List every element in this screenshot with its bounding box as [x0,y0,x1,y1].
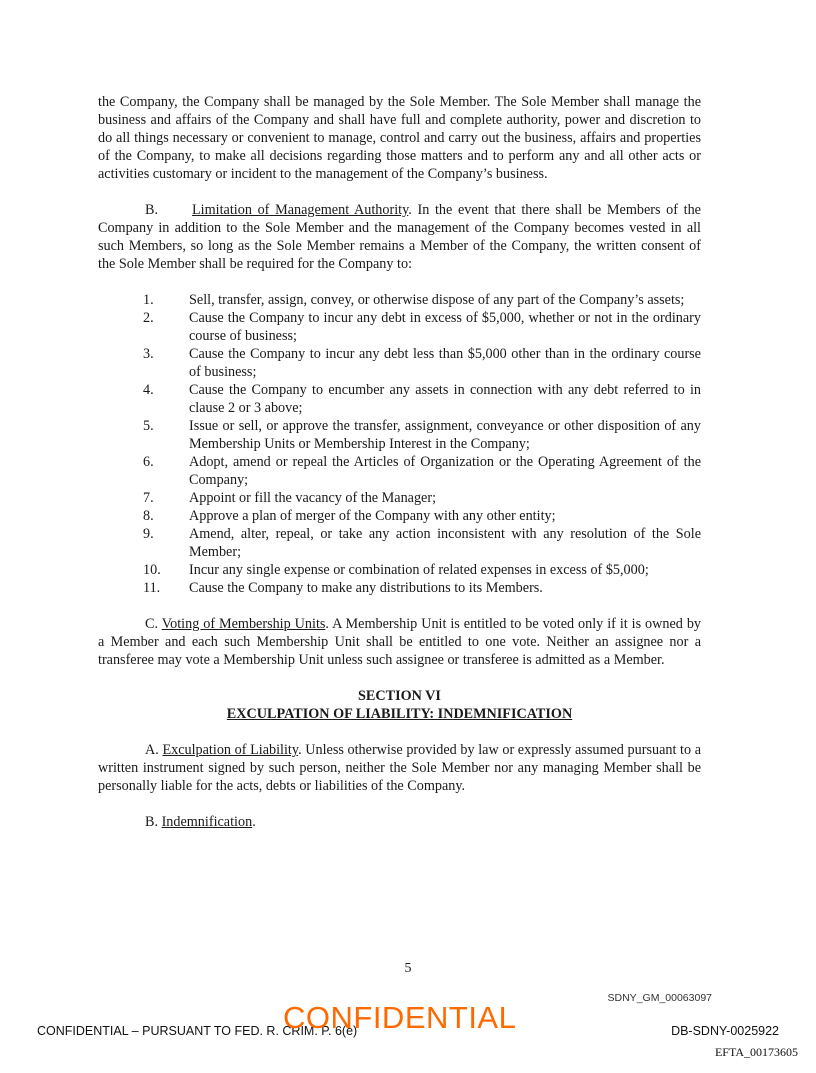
confidential-notice: CONFIDENTIAL – PURSUANT TO FED. R. CRIM. P. 6(e) [37,1024,358,1038]
section-title: EXCULPATION OF LIABILITY: INDEMNIFICATION [226,706,573,722]
list-item: 7. Appoint or fill the vacancy of the Manager; [143,490,437,506]
list-item: 5. Issue or sell, or approve the transfer, assignment, conveyance or other disposition of any Membership Units or Membership Interest in the Company; [143,418,701,452]
exculpation-text: . Unless otherwise provided by law or expressly assumed pursuant to a written instrument signed by such person, neither the Sole Member nor any managing Member shall be personally liable for the acts, debts or liabilities of the Company. [98,742,702,794]
indemnification-tail: . [252,814,256,830]
restricted-actions-list [98,291,701,597]
bates-number-right: DB-SDNY-0025922 [671,1024,779,1038]
list-item: 6. Adopt, amend or repeal the Articles of Organization or the Operating Agreement of the Company; [143,454,701,488]
list-item: 3. Cause the Company to incur any debt less than $5,000 other than in the ordinary course of business; [143,346,701,380]
paragraph-management: the Company, the Company shall be managed by the Sole Member. The Sole Member shall manage the business and affairs of the Company and shall have full and complete authority, power and discretion to do all things necessary or convenient to manage, control and carry out the business, affairs and properties of the Company, to make all decisions regarding those matters and to perform any and all other acts or activities customary or incident to the management of the Company’s business. [98,94,701,182]
list-item: 9. Amend, alter, repeal, or take any action inconsistent with any resolution of the Sole Member; [143,526,701,560]
confidential-stamp: CONFIDENTIAL [283,1000,517,1035]
list-item: 11. Cause the Company to make any distributions to its Members. [143,580,543,596]
paragraph-indemnification [98,813,701,831]
efta-number: EFTA_00173605 [714,1045,798,1059]
page-number: 5 [404,961,412,976]
limitation-text: . In the event that there shall be Members of the Company in addition to the Sole Member and the management of the Company becomes vested in all such Members, so long as the Sole Member remains a Member of the Company, the written consent of the Sole Member shall be required for the Company to: [98,202,701,272]
limitation-label: B. [145,202,159,218]
voting-text: . A Membership Unit is entitled to be voted only if it is owned by a Member and each such Membership Unit shall be entitled to one vote. Neither an assignee nor a transferee may vote a Membership Unit unless such assignee or transferee is admitted as a Member. [98,616,702,668]
voting-label: C. [145,616,159,632]
exculpation-heading: Exculpation of Liability [162,742,299,758]
paragraph-exculpation [98,741,701,795]
indemnification-heading: Indemnification [161,814,253,830]
voting-heading: Voting of Membership Units [161,616,326,632]
section-number: SECTION VI [358,688,441,704]
list-item: 1. Sell, transfer, assign, convey, or otherwise dispose of any part of the Company’s assets; [143,292,685,308]
list-item: 2. Cause the Company to incur any debt in excess of $5,000, whether or not in the ordinary course of business; [143,310,701,344]
document-body [98,93,701,831]
limitation-heading: Limitation of Management Authority [192,202,409,218]
list-item: 10. Incur any single expense or combination of related expenses in excess of $5,000; [143,562,649,578]
paragraph-voting [98,615,701,669]
bates-number-top: SDNY_GM_00063097 [607,992,712,1004]
list-item: 8. Approve a plan of merger of the Company with any other entity; [143,508,556,524]
indemnification-label: B. [145,814,159,830]
paragraph-limitation [98,201,701,273]
exculpation-label: A. [145,742,159,758]
list-item: 4. Cause the Company to encumber any assets in connection with any debt referred to in clause 2 or 3 above; [143,382,701,416]
